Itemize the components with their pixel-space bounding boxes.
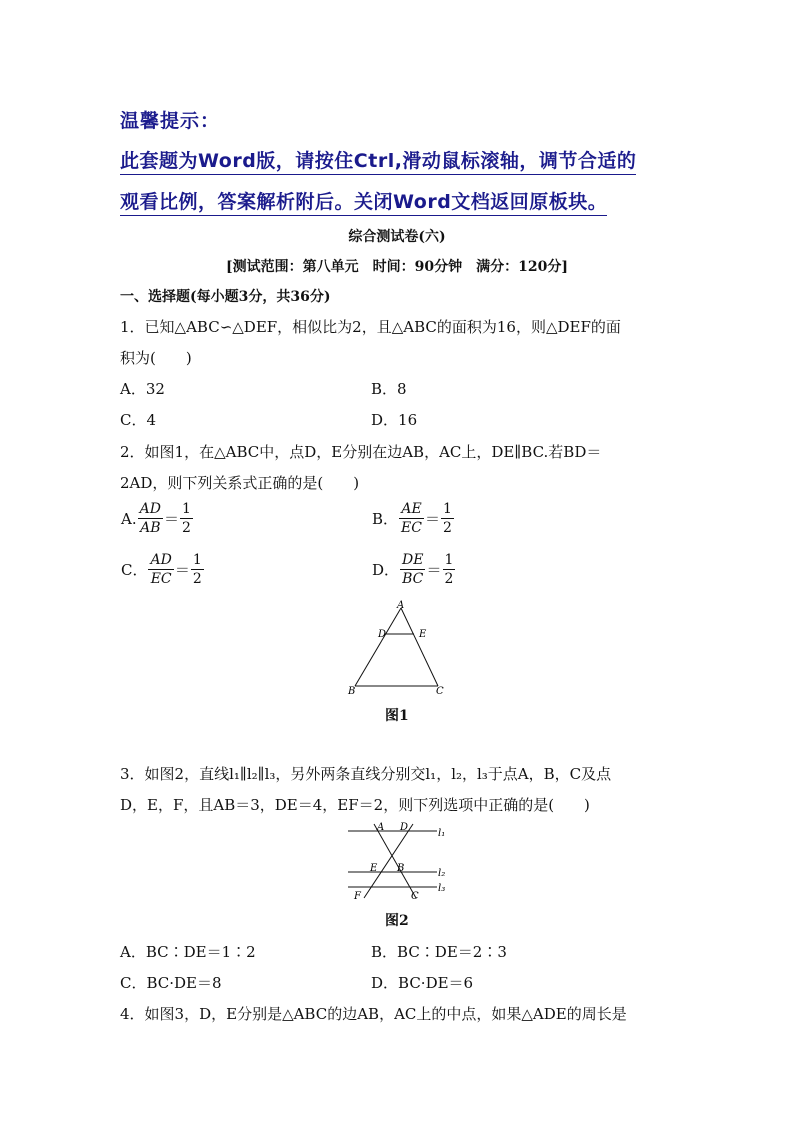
point-b-label: B: [397, 863, 405, 874]
point-f-label: F: [354, 891, 361, 902]
point-e-label: E: [370, 863, 378, 874]
option-d-fraction-right: $\frac{1}{2}$: [444, 552, 454, 587]
point-a-label: A: [377, 822, 385, 833]
figure-2-parallel-lines: [340, 820, 460, 905]
q3-option-c: C．BC·DE＝8: [120, 974, 222, 992]
q1-option-a: A．32: [120, 380, 165, 398]
q1-option-b: B．8: [371, 380, 407, 398]
figure-1-triangle: [340, 598, 460, 698]
q2-option-a: A. $\frac{AD}{AB}$ ＝ $\frac{1}{2}$: [121, 501, 191, 536]
vertex-a-label: A: [397, 600, 405, 611]
paper-title: 综合测试卷(六): [348, 229, 446, 245]
q2-option-b: B． $\frac{AE}{EC}$ ＝ $\frac{1}{2}$: [372, 501, 452, 536]
option-b-fraction-right: $\frac{1}{2}$: [442, 501, 452, 536]
q2-stem-line1: 2．如图1，在△ABC中，点D，E分别在边AB，AC上，DE∥BC.若BD＝: [120, 443, 602, 461]
q1-option-c: C．4: [120, 411, 157, 429]
option-a-fraction-left: $\frac{AD}{AB}$: [139, 501, 161, 536]
side-ac: [401, 608, 438, 686]
option-c-fraction-right: $\frac{1}{2}$: [192, 552, 202, 587]
vertex-b-label: B: [348, 686, 356, 697]
option-a-fraction-right: $\frac{1}{2}$: [181, 501, 191, 536]
option-a-label: A.: [121, 509, 137, 528]
q2-option-c: C． $\frac{AD}{EC}$ ＝ $\frac{1}{2}$: [121, 552, 202, 587]
l3-label: l₃: [438, 883, 446, 894]
q4-stem-line1: 4．如图3，D，E分别是△ABC的边AB，AC上的中点，如果△ADE的周长是: [120, 1005, 627, 1023]
option-b-label: B．: [372, 510, 399, 528]
option-d-label: D．: [372, 561, 400, 579]
section-heading: 一、选择题(每小题3分，共36分): [120, 289, 331, 305]
q3-option-d: D．BC·DE＝6: [371, 974, 474, 992]
q3-option-a: A．BC∶DE＝1∶2: [120, 943, 256, 961]
figure-1-caption: 图1: [385, 708, 409, 724]
l2-label: l₂: [438, 868, 446, 879]
l1-label: l₁: [438, 828, 446, 839]
option-c-label: C．: [121, 561, 148, 579]
q3-stem-line1: 3．如图2，直线l₁∥l₂∥l₃，另外两条直线分别交l₁，l₂，l₃于点A，B，C及点: [120, 765, 612, 783]
q2-stem-line2: 2AD，则下列关系式正确的是( ): [120, 474, 360, 492]
q2-option-d: D． $\frac{DE}{BC}$ ＝ $\frac{1}{2}$: [372, 552, 454, 587]
point-c-label: C: [411, 891, 419, 902]
vertex-c-label: C: [436, 686, 444, 697]
q1-stem-line2: 积为( ): [120, 349, 192, 367]
vertex-d-label: D: [378, 629, 387, 640]
option-d-fraction-left: $\frac{DE}{BC}$: [402, 552, 424, 587]
q3-option-b: B．BC∶DE＝2∶3: [371, 943, 507, 961]
vertex-e-label: E: [419, 629, 427, 640]
figure-2-caption: 图2: [385, 913, 409, 929]
side-ab: [355, 608, 401, 686]
q3-stem-line2: D，E，F，且AB＝3，DE＝4，EF＝2，则下列选项中正确的是( ): [120, 796, 590, 814]
paper-range: [测试范围：第八单元 时间：90分钟 满分：120分]: [226, 259, 568, 275]
tip-title: 温馨提示：: [120, 110, 221, 132]
option-c-fraction-left: $\frac{AD}{EC}$: [150, 552, 172, 587]
q1-stem-line1: 1．已知△ABC∽△DEF，相似比为2，且△ABC的面积为16，则△DEF的面: [120, 318, 621, 336]
tip-line-2: 观看比例，答案解析附后。关闭Word文档返回原板块。: [120, 187, 607, 216]
tip-line-1: 此套题为Word版，请按住Ctrl,滑动鼠标滚轴，调节合适的: [120, 146, 636, 175]
point-d-label: D: [400, 822, 409, 833]
option-b-fraction-left: $\frac{AE}{EC}$: [401, 501, 422, 536]
q1-option-d: D．16: [371, 411, 418, 429]
